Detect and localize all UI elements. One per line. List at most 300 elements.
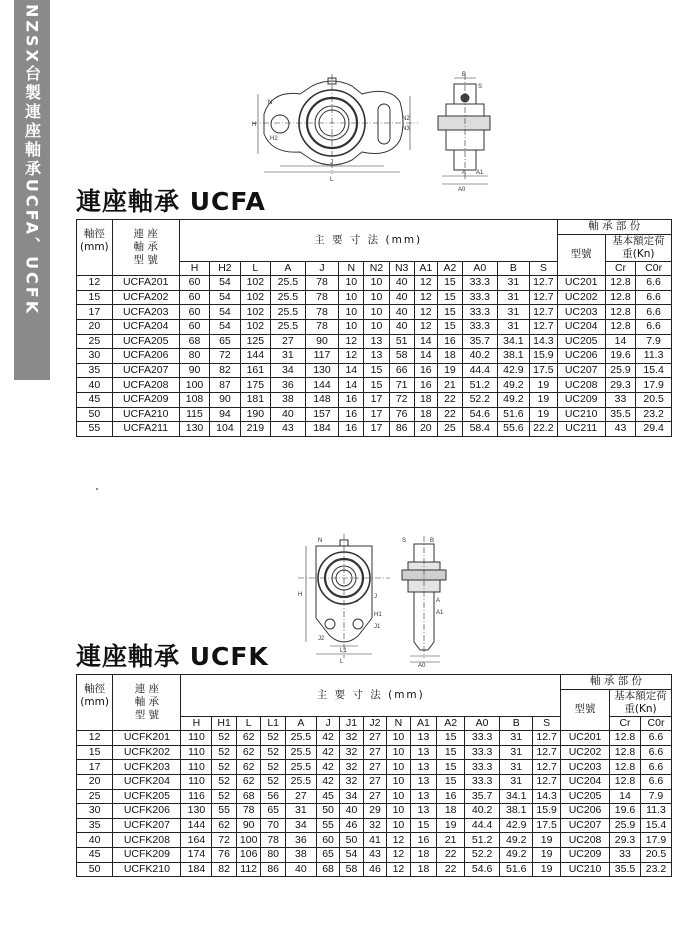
- table-cell: 50: [77, 862, 113, 877]
- table-cell: 6.6: [640, 760, 671, 775]
- table-cell: 12.8: [610, 760, 641, 775]
- table-cell: 21: [437, 833, 465, 848]
- table-cell: 76: [212, 847, 237, 862]
- table-cell: 23.2: [636, 407, 672, 422]
- ucfa-side-label-b: B: [462, 72, 467, 78]
- table-cell: 10: [364, 319, 389, 334]
- table-cell: 35: [77, 363, 113, 378]
- table-cell: 33.3: [465, 760, 500, 775]
- ucfk-front-label-h1: H1: [374, 612, 382, 618]
- table-cell: 25.5: [285, 731, 316, 746]
- table-row: [77, 774, 672, 789]
- table-cell: 36: [271, 378, 306, 393]
- table-cell: UC205: [557, 334, 605, 349]
- table-cell: 51: [389, 334, 414, 349]
- table-cell: 22: [437, 862, 465, 877]
- table-cell: 31: [285, 804, 316, 819]
- table-cell: 68: [236, 789, 261, 804]
- ucfk-front-label-n: N: [318, 538, 323, 544]
- table-cell: 10: [339, 290, 364, 305]
- table-cell: 13: [410, 774, 437, 789]
- table-cell: 40: [389, 305, 414, 320]
- table-cell: 78: [305, 305, 339, 320]
- table-cell: UC210: [557, 407, 605, 422]
- ucfk-col-header: A0: [465, 716, 500, 731]
- table-cell: UCFK206: [113, 804, 181, 819]
- table-cell: 219: [240, 422, 270, 437]
- table-cell: 40: [285, 862, 316, 877]
- table-cell: 22: [437, 847, 465, 862]
- table-cell: UCFA201: [112, 276, 179, 291]
- table-cell: 19: [437, 818, 465, 833]
- table-cell: 27: [363, 760, 386, 775]
- table-cell: 31: [497, 305, 530, 320]
- table-cell: 10: [339, 305, 364, 320]
- table-cell: 6.6: [640, 731, 671, 746]
- table-cell: 6.6: [636, 290, 672, 305]
- table-cell: 55: [316, 818, 339, 833]
- table-cell: 33.3: [463, 305, 498, 320]
- table-cell: 110: [181, 745, 212, 760]
- table-cell: UCFA211: [112, 422, 179, 437]
- ucfa-front-label-l: L: [330, 177, 334, 183]
- table-cell: UCFK209: [113, 847, 181, 862]
- table-row: [77, 789, 672, 804]
- table-cell: 10: [339, 319, 364, 334]
- table-cell: 144: [305, 378, 339, 393]
- table-cell: 102: [240, 319, 270, 334]
- table-cell: 45: [77, 847, 113, 862]
- ucfk-side-label-s: S: [402, 538, 407, 544]
- table-cell: 14: [339, 363, 364, 378]
- table-cell: UCFK202: [113, 745, 181, 760]
- table-cell: 12.7: [530, 319, 557, 334]
- ucfk-hdr-model-line1: 連 座: [134, 683, 160, 696]
- table-cell: UC201: [557, 276, 605, 291]
- table-cell: 29.3: [610, 833, 641, 848]
- table-cell: 7.9: [636, 334, 672, 349]
- table-cell: 10: [364, 305, 389, 320]
- ucfa-col-header: L: [240, 261, 270, 276]
- table-cell: 17: [364, 422, 389, 437]
- ucfk-front-view-drawing: [296, 532, 392, 666]
- ucfa-hdr-bearing: 軸 承 部 份: [557, 220, 671, 235]
- table-cell: UCFA202: [112, 290, 179, 305]
- ucfa-side-view-drawing: [428, 70, 498, 192]
- table-cell: 13: [364, 334, 389, 349]
- table-cell: 14.3: [530, 334, 557, 349]
- table-cell: 10: [387, 731, 410, 746]
- table-cell: 117: [305, 349, 339, 364]
- table-cell: 16: [410, 833, 437, 848]
- table-cell: 18: [414, 407, 437, 422]
- table-cell: 13: [410, 745, 437, 760]
- table-row: [77, 305, 672, 320]
- ucfa-hdr-model-line2: 軸 承: [133, 241, 158, 254]
- table-cell: 16: [437, 334, 462, 349]
- table-cell: 18: [437, 804, 465, 819]
- table-cell: 20.5: [640, 847, 671, 862]
- table-cell: 15: [364, 378, 389, 393]
- table-cell: 102: [240, 305, 270, 320]
- table-cell: 52: [212, 745, 237, 760]
- table-cell: 17.9: [636, 378, 672, 393]
- table-cell: 148: [305, 392, 339, 407]
- table-cell: 46: [363, 862, 386, 877]
- table-cell: 144: [240, 349, 270, 364]
- table-cell: 78: [261, 833, 286, 848]
- table-cell: 20: [414, 422, 437, 437]
- ucfa-side-label-s: S: [478, 84, 483, 90]
- ucfk-hdr-model-line3: 型 號: [134, 709, 160, 722]
- table-cell: 29.3: [605, 378, 635, 393]
- table-cell: 51.2: [465, 833, 500, 848]
- table-cell: 20.5: [636, 392, 672, 407]
- ucfa-col-header: N3: [389, 261, 414, 276]
- ucfk-col-header: J1: [340, 716, 363, 731]
- table-row: [77, 334, 672, 349]
- table-cell: 60: [179, 319, 209, 334]
- table-cell: 31: [500, 760, 533, 775]
- ucfa-spec-table: [76, 219, 672, 437]
- table-cell: 7.9: [640, 789, 671, 804]
- ucfa-col-header: N2: [364, 261, 389, 276]
- table-cell: 25.5: [271, 276, 306, 291]
- table-cell: 6.6: [640, 774, 671, 789]
- table-cell: 52: [261, 760, 286, 775]
- table-cell: 17: [77, 305, 113, 320]
- table-row: [77, 378, 672, 393]
- ucfa-col-header: A0: [463, 261, 498, 276]
- table-cell: 15: [437, 731, 465, 746]
- ucfk-front-label-j: J: [374, 594, 377, 600]
- table-cell: 43: [363, 847, 386, 862]
- table-cell: 11.3: [640, 804, 671, 819]
- table-cell: UC208: [561, 833, 610, 848]
- table-cell: 31: [500, 731, 533, 746]
- ucfa-hdr-shaft-label: 軸徑: [83, 227, 105, 240]
- ucfk-hdr-shaft-spacer: [77, 716, 113, 731]
- table-cell: 174: [181, 847, 212, 862]
- ucfa-col-header: N: [339, 261, 364, 276]
- table-cell: 25.5: [271, 319, 306, 334]
- table-cell: 23.2: [640, 862, 671, 877]
- table-cell: 40: [389, 290, 414, 305]
- table-cell: 78: [236, 804, 261, 819]
- table-cell: 41: [363, 833, 386, 848]
- ucfa-front-label-n3: N3: [402, 126, 410, 132]
- table-cell: 58.4: [463, 422, 498, 437]
- table-cell: 33: [605, 392, 635, 407]
- table-cell: 12: [387, 833, 410, 848]
- table-cell: 35.5: [605, 407, 635, 422]
- table-cell: 25: [77, 789, 113, 804]
- ucfk-col-header: Cr: [610, 716, 641, 731]
- table-cell: 6.6: [640, 745, 671, 760]
- table-cell: UC206: [561, 804, 610, 819]
- table-cell: 50: [316, 804, 339, 819]
- table-cell: 40: [271, 407, 306, 422]
- table-cell: 25: [437, 422, 462, 437]
- table-cell: 15: [437, 745, 465, 760]
- table-cell: 12: [77, 276, 113, 291]
- table-cell: 184: [305, 422, 339, 437]
- table-cell: 14: [414, 334, 437, 349]
- table-cell: UCFK201: [113, 731, 181, 746]
- ucfa-hdr-shaft-unit: (mm): [80, 240, 109, 253]
- table-cell: 65: [210, 334, 240, 349]
- table-cell: 12.8: [605, 290, 635, 305]
- table-row: [77, 422, 672, 437]
- ucfk-section-title: 連座軸承 UCFK: [76, 642, 269, 671]
- table-cell: 54: [210, 290, 240, 305]
- table-cell: 45: [77, 392, 113, 407]
- ucfk-col-header: C0r: [640, 716, 671, 731]
- table-cell: 54: [210, 276, 240, 291]
- table-cell: UC201: [561, 731, 610, 746]
- ucfa-side-label-a: A: [462, 170, 467, 176]
- table-cell: 25.9: [605, 363, 635, 378]
- table-cell: 12.7: [533, 774, 561, 789]
- table-row: [77, 363, 672, 378]
- table-cell: 112: [236, 862, 261, 877]
- ucfk-front-label-l: L: [340, 659, 344, 665]
- table-row: [77, 319, 672, 334]
- table-cell: 52.2: [463, 392, 498, 407]
- table-cell: 52: [212, 789, 237, 804]
- table-cell: UCFA204: [112, 319, 179, 334]
- table-cell: 42: [316, 774, 339, 789]
- table-cell: 27: [285, 789, 316, 804]
- table-cell: 52: [261, 774, 286, 789]
- ucfa-table-body: [77, 220, 672, 437]
- table-cell: 144: [181, 818, 212, 833]
- table-cell: 27: [363, 774, 386, 789]
- table-cell: UC202: [557, 290, 605, 305]
- table-cell: 12.7: [533, 731, 561, 746]
- table-cell: UC206: [557, 349, 605, 364]
- table-cell: 12: [387, 847, 410, 862]
- table-cell: 40: [389, 319, 414, 334]
- ucfk-front-label-h: H: [298, 592, 303, 598]
- table-cell: UC205: [561, 789, 610, 804]
- table-cell: 62: [236, 745, 261, 760]
- table-cell: 13: [410, 731, 437, 746]
- table-cell: 31: [500, 774, 533, 789]
- table-cell: 65: [316, 847, 339, 862]
- table-cell: 15: [410, 818, 437, 833]
- table-cell: 10: [387, 760, 410, 775]
- ucfa-side-label-a0: A0: [458, 187, 466, 192]
- table-cell: UC202: [561, 745, 610, 760]
- table-cell: 106: [236, 847, 261, 862]
- table-cell: 18: [410, 847, 437, 862]
- ucfk-side-view-drawing: [400, 532, 448, 668]
- table-cell: 22: [437, 407, 462, 422]
- table-cell: 51.6: [497, 407, 530, 422]
- scan-dot: [96, 488, 98, 490]
- table-cell: 110: [181, 774, 212, 789]
- table-cell: 10: [339, 276, 364, 291]
- table-cell: 90: [305, 334, 339, 349]
- table-cell: UC210: [561, 862, 610, 877]
- table-cell: 33.3: [465, 745, 500, 760]
- table-cell: 25.5: [285, 745, 316, 760]
- table-cell: 157: [305, 407, 339, 422]
- table-cell: 52.2: [465, 847, 500, 862]
- table-cell: 100: [179, 378, 209, 393]
- table-cell: 62: [236, 760, 261, 775]
- table-cell: 54: [210, 319, 240, 334]
- table-cell: 40.2: [465, 804, 500, 819]
- ucfa-hdr-bearing-model: 型號: [557, 234, 605, 276]
- table-row: [77, 760, 672, 775]
- table-cell: 116: [181, 789, 212, 804]
- table-cell: 10: [387, 789, 410, 804]
- table-cell: 13: [410, 760, 437, 775]
- table-cell: 125: [240, 334, 270, 349]
- table-cell: 27: [363, 731, 386, 746]
- ucfa-col-header: Cr: [605, 261, 635, 276]
- table-cell: 49.2: [500, 833, 533, 848]
- table-cell: 27: [271, 334, 306, 349]
- table-cell: 102: [240, 290, 270, 305]
- ucfk-hdr-load-line2: 重(Kn): [624, 702, 657, 715]
- table-cell: 42.9: [500, 818, 533, 833]
- table-cell: 40: [389, 276, 414, 291]
- table-cell: 25.5: [285, 760, 316, 775]
- ucfk-col-header: A1: [410, 716, 437, 731]
- table-cell: 16: [339, 422, 364, 437]
- table-cell: 13: [364, 349, 389, 364]
- table-cell: 6.6: [636, 319, 672, 334]
- table-cell: 21: [437, 378, 462, 393]
- table-cell: 18: [437, 349, 462, 364]
- table-cell: 115: [179, 407, 209, 422]
- table-cell: 15: [77, 290, 113, 305]
- ucfk-side-label-b: B: [430, 538, 435, 544]
- table-cell: 19: [530, 392, 557, 407]
- table-cell: 34.1: [500, 789, 533, 804]
- table-cell: 49.2: [497, 378, 530, 393]
- table-cell: 12.8: [610, 774, 641, 789]
- table-cell: 33: [610, 847, 641, 862]
- table-row: [77, 731, 672, 746]
- table-cell: 130: [181, 804, 212, 819]
- table-cell: 104: [210, 422, 240, 437]
- table-cell: 55: [77, 422, 113, 437]
- table-row: [77, 392, 672, 407]
- table-cell: 60: [179, 276, 209, 291]
- table-cell: 68: [316, 862, 339, 877]
- table-cell: 42: [316, 760, 339, 775]
- table-cell: 25: [77, 334, 113, 349]
- ucfk-side-label-a0: A0: [418, 663, 426, 668]
- table-cell: 16: [437, 789, 465, 804]
- table-cell: 16: [339, 392, 364, 407]
- table-cell: 19: [533, 862, 561, 877]
- table-cell: 20: [77, 774, 113, 789]
- table-cell: UCFA207: [112, 363, 179, 378]
- table-cell: 18: [410, 862, 437, 877]
- table-row: [77, 818, 672, 833]
- table-cell: 14: [605, 334, 635, 349]
- table-cell: UCFK204: [113, 774, 181, 789]
- table-cell: 12.8: [610, 731, 641, 746]
- table-cell: UCFK203: [113, 760, 181, 775]
- ucfa-col-header: S: [530, 261, 557, 276]
- table-cell: UCFA203: [112, 305, 179, 320]
- table-cell: 12: [414, 305, 437, 320]
- ucfa-hdr-load: [605, 234, 671, 261]
- ucfa-col-header: B: [497, 261, 530, 276]
- table-cell: 184: [181, 862, 212, 877]
- ucfa-hdr-shaft: [77, 220, 113, 262]
- table-cell: UCFA208: [112, 378, 179, 393]
- ucfa-hdr-dims: 主 要 寸 法 (mm): [179, 220, 557, 262]
- ucfa-front-view-drawing: [250, 74, 420, 189]
- ucfk-hdr-load-line1: 基本額定荷: [614, 689, 667, 702]
- table-cell: 29: [363, 804, 386, 819]
- table-cell: 49.2: [497, 392, 530, 407]
- table-cell: 52: [212, 731, 237, 746]
- table-cell: 32: [340, 745, 363, 760]
- table-cell: 12: [387, 862, 410, 877]
- ucfk-hdr-model-line2: 軸 承: [134, 696, 160, 709]
- table-cell: 56: [261, 789, 286, 804]
- table-cell: 15.4: [640, 818, 671, 833]
- ucfk-side-label-a: A: [436, 598, 441, 604]
- table-cell: 42: [316, 731, 339, 746]
- table-cell: UCFA205: [112, 334, 179, 349]
- ucfk-front-label-l1: L1: [340, 648, 347, 654]
- table-cell: UC209: [557, 392, 605, 407]
- table-cell: 15.9: [533, 804, 561, 819]
- table-cell: UCFA209: [112, 392, 179, 407]
- table-cell: 40: [77, 833, 113, 848]
- table-cell: 19: [533, 847, 561, 862]
- ucfk-hdr-shaft-label: 軸徑: [84, 682, 106, 695]
- table-cell: 33.3: [463, 319, 498, 334]
- ucfk-side-label-a1: A1: [436, 610, 444, 616]
- table-cell: 82: [210, 363, 240, 378]
- table-cell: 51.2: [463, 378, 498, 393]
- table-cell: 12.7: [530, 290, 557, 305]
- table-cell: 62: [212, 818, 237, 833]
- table-cell: 52: [261, 745, 286, 760]
- table-cell: UC204: [557, 319, 605, 334]
- table-cell: 33.3: [463, 276, 498, 291]
- table-row: [77, 290, 672, 305]
- ucfk-front-label-j1: J1: [374, 624, 381, 630]
- ucfa-front-label-n: N: [268, 100, 273, 106]
- table-cell: 16: [414, 378, 437, 393]
- table-cell: 55.6: [497, 422, 530, 437]
- table-cell: 62: [236, 731, 261, 746]
- table-cell: 40: [340, 804, 363, 819]
- table-cell: 19: [530, 378, 557, 393]
- table-cell: 12.7: [530, 276, 557, 291]
- table-cell: 14: [414, 349, 437, 364]
- table-cell: 15: [77, 745, 113, 760]
- ucfa-col-header: H2: [210, 261, 240, 276]
- table-cell: 31: [500, 745, 533, 760]
- table-cell: 70: [261, 818, 286, 833]
- table-cell: 15: [437, 760, 465, 775]
- table-cell: 34: [271, 363, 306, 378]
- table-cell: 14: [610, 789, 641, 804]
- ucfk-col-header: J2: [363, 716, 386, 731]
